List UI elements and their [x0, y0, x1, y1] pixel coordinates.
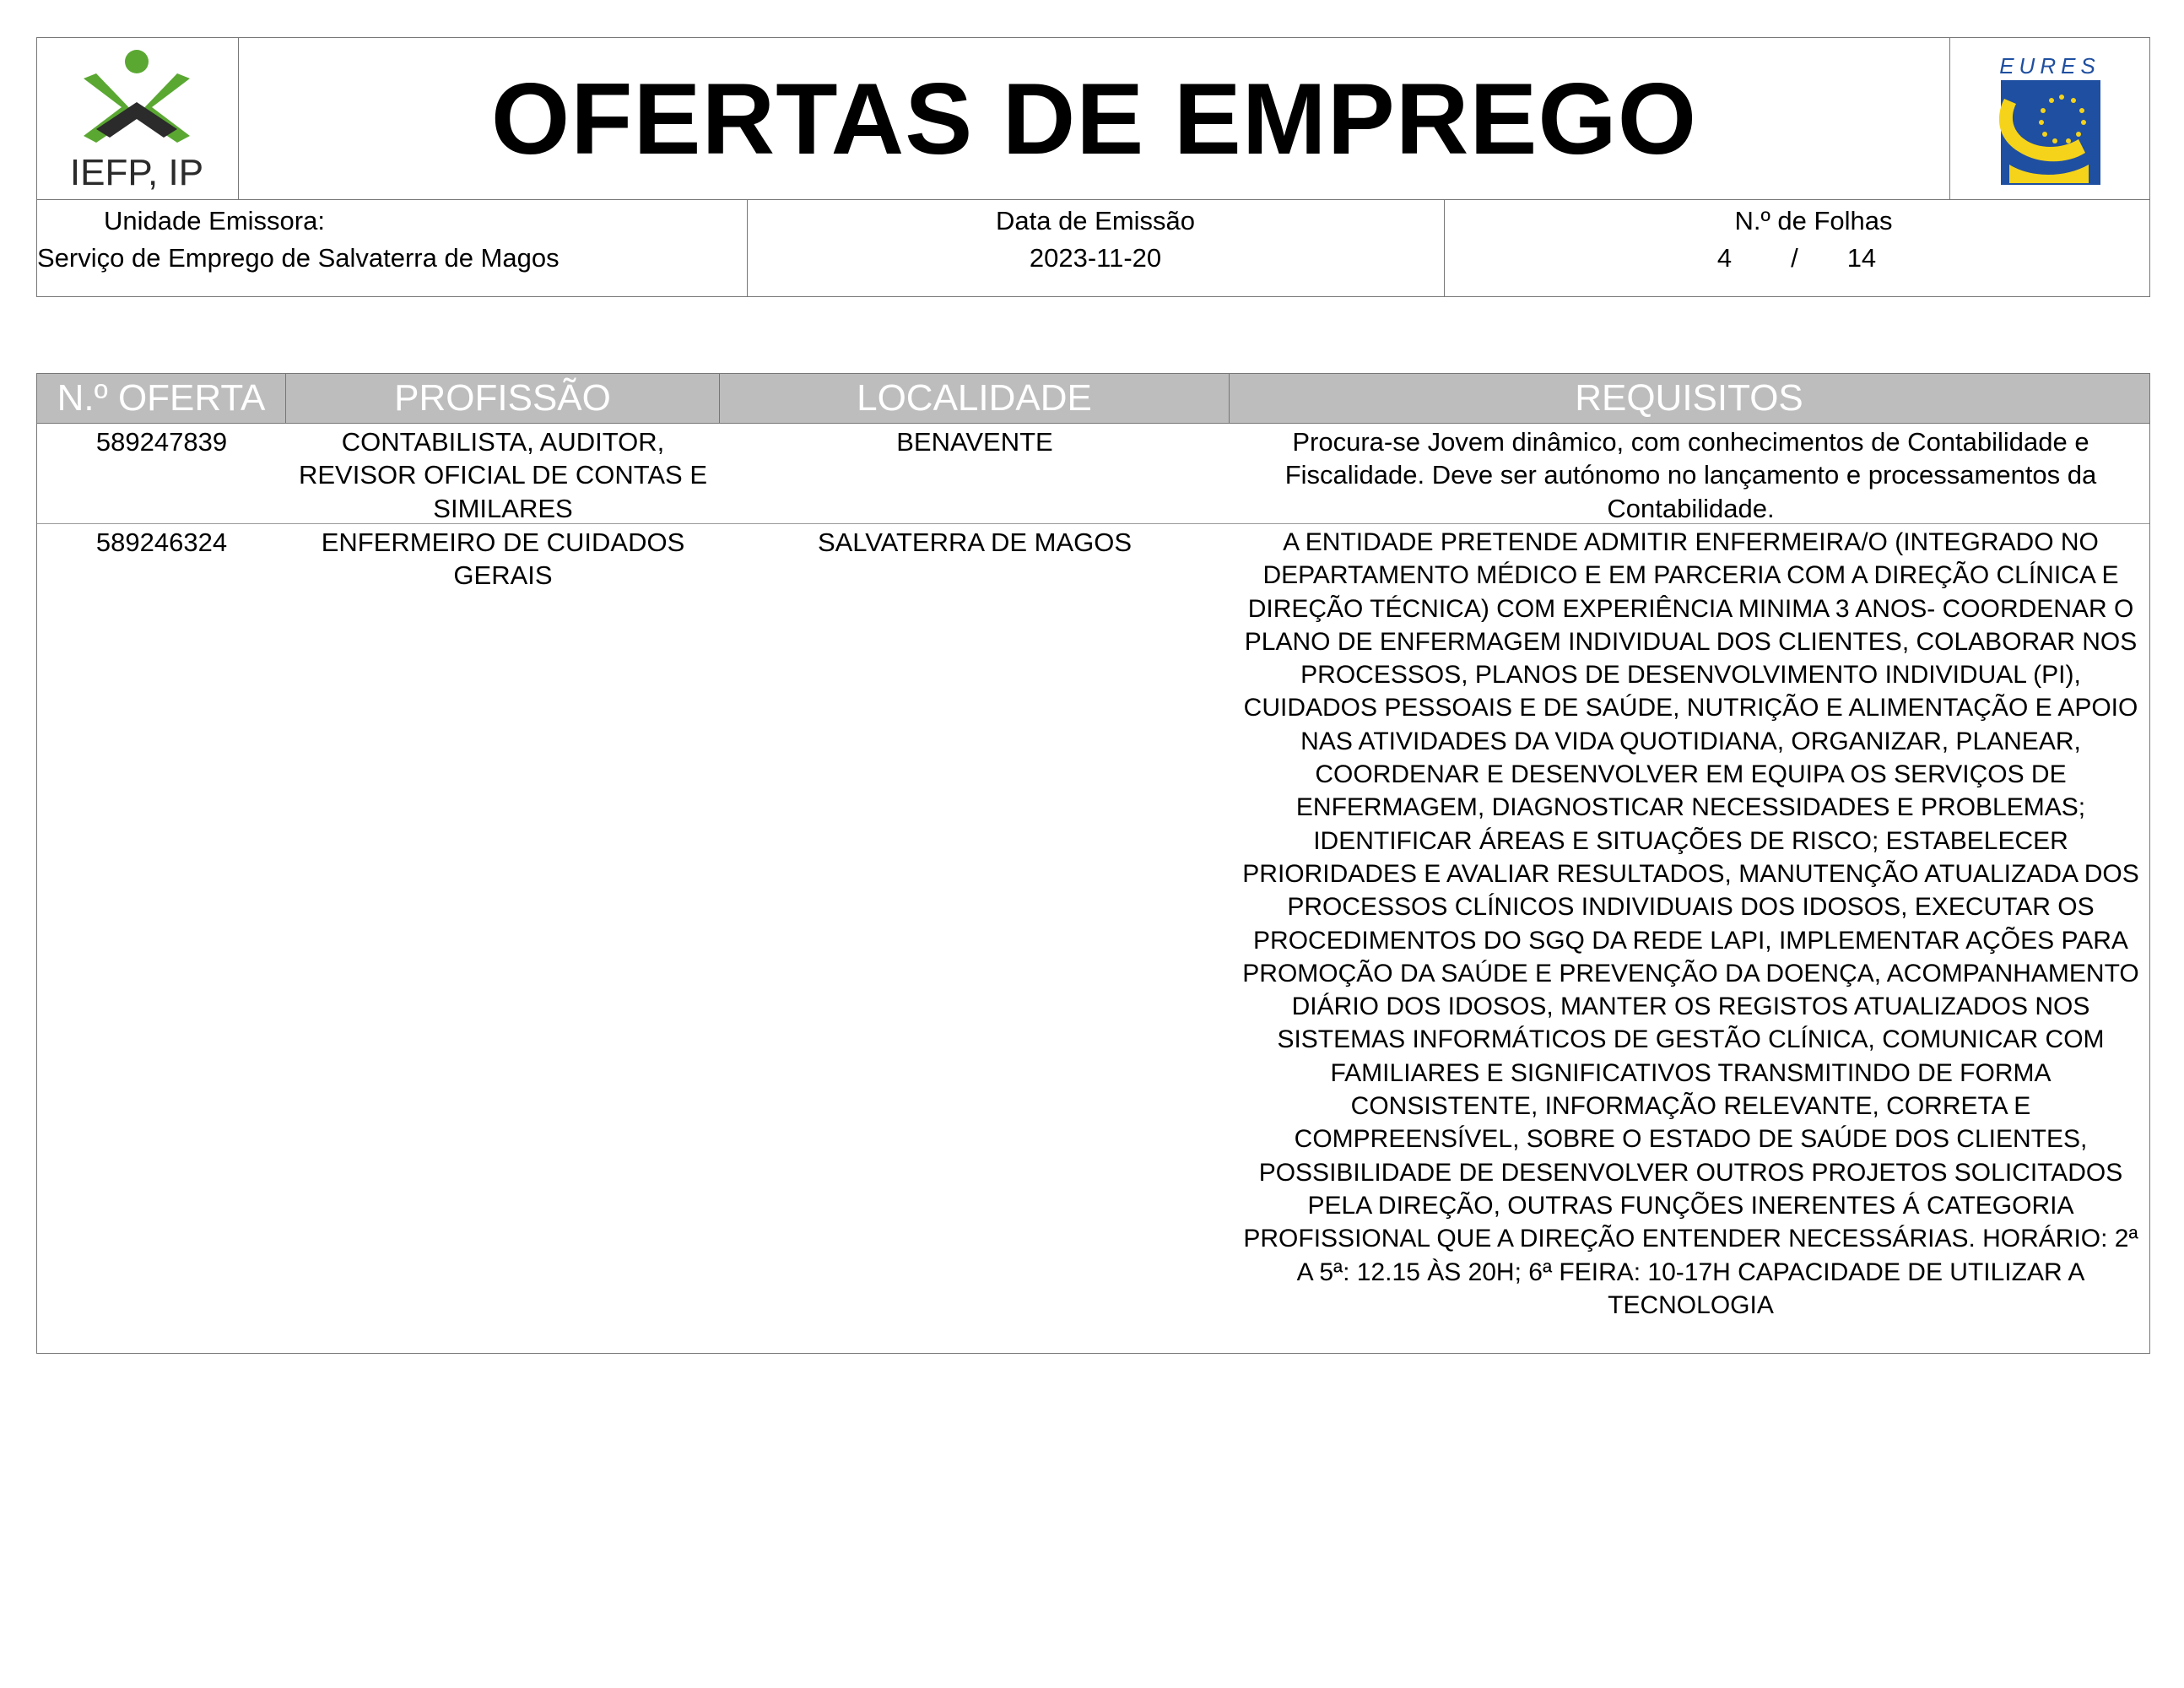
- page-title: OFERTAS DE EMPREGO: [490, 62, 1698, 176]
- oferta-number: 589247839: [95, 427, 228, 457]
- requisitos: Procura-se Jovem dinâmico, com conhecimentos de Contabilidade e Fiscalidade. Deve ser autónomo no lançamento e processamentos da Contabilidade.: [1284, 427, 2097, 523]
- total-folhas: 14: [1846, 243, 1877, 273]
- profissao: ENFERMEIRO DE CUIDADOS GERAIS: [321, 528, 685, 591]
- header-info-row: [37, 199, 2149, 296]
- folhas-separador: /: [1791, 243, 1798, 273]
- iefp-logo-text: IEFP, IP: [69, 152, 204, 193]
- folha-atual: 4: [1716, 243, 1733, 273]
- eures-logo-icon: [1950, 38, 2149, 199]
- table-row: [37, 524, 2149, 1353]
- localidade: BENAVENTE: [896, 427, 1053, 457]
- profissao: CONTABILISTA, AUDITOR, REVISOR OFICIAL DE CONTAS E SIMILARES: [298, 427, 708, 523]
- oferta-number: 589246324: [95, 528, 228, 557]
- column-header-requisitos: REQUISITOS: [1575, 377, 1803, 419]
- unidade-emissora-value: Serviço de Emprego de Salvaterra de Magos: [37, 243, 560, 273]
- table-header: [37, 374, 2149, 424]
- data-emissao-label: Data de Emissão: [995, 206, 1196, 235]
- numero-folhas-cell: [1444, 199, 2149, 296]
- table-row: [37, 424, 2149, 524]
- column-header-profissao: PROFISSÃO: [286, 374, 720, 423]
- document-header: [36, 37, 2150, 297]
- iefp-logo-icon: [37, 38, 238, 199]
- numero-folhas-label: N.º de Folhas: [1734, 206, 1893, 235]
- eures-logo-text: EURES: [1999, 53, 2100, 78]
- eures-logo: [1949, 38, 2149, 199]
- iefp-logo: [37, 38, 239, 199]
- unidade-emissora-cell: [37, 199, 748, 296]
- localidade: SALVATERRA DE MAGOS: [817, 528, 1133, 557]
- offers-table: [36, 373, 2150, 1354]
- header-top-row: [37, 38, 2149, 200]
- data-emissao-cell: [747, 199, 1445, 296]
- data-emissao-value: 2023-11-20: [1029, 243, 1162, 273]
- column-header-localidade: LOCALIDADE: [720, 374, 1230, 423]
- unidade-emissora-label: Unidade Emissora:: [104, 206, 325, 235]
- numero-folhas-value: [1444, 240, 2149, 277]
- requisitos: A ENTIDADE PRETENDE ADMITIR ENFERMEIRA/O (INTEGRADO NO DEPARTAMENTO MÉDICO E EM PARCERIA COM A DIREÇÃO CLÍNICA E DIREÇÃO TÉCNICA) COM EXPERIÊNCIA MINIMA 3 ANOS- COORDENAR O PLANO DE ENFERMAGEM INDIVIDUAL DOS CLIENTES, COLABORAR NOS PROCESSOS, PLANOS DE DESENVOLVIMENTO INDIVIDUAL (PI), CUIDADOS PESSOAIS E DE SAÚDE, NUTRIÇÃO E ALIMENTAÇÃO E APOIO NAS ATIVIDADES DA VIDA QUOTIDIANA, ORGANIZAR, PLANEAR, COORDENAR E DESENVOLVER EM EQUIPA OS SERVIÇOS DE ENFERMAGEM, DIAGNOSTICAR NECESSIDADES E PROBLEMAS; IDENTIFICAR ÁREAS E SITUAÇÕES DE RISCO; ESTABELECER PRIORIDADES E AVALIAR RESULTADOS, MANUTENÇÃO ATUALIZADA DOS PROCESSOS CLÍNICOS INDIVIDUAIS DOS IDOSOS, EXECUTAR OS PROCEDIMENTOS DO SGQ DA REDE LAPI, IMPLEMENTAR AÇÕES PARA PROMOÇÃO DA SAÚDE E PREVENÇÃO DA DOENÇA, ACOMPANHAMENTO DIÁRIO DOS IDOSOS, MANTER OS REGISTOS ATUALIZADOS NOS SISTEMAS INFORMÁTICOS DE GESTÃO CLÍNICA, COMUNICAR COM FAMILIARES E SIGNIFICATIVOS TRANSMITINDO DE FORMA CONSISTENTE, INFORMAÇÃO RELEVANTE, CORRETA E COMPREENSÍVEL, SOBRE O ESTADO DE SAÚDE DOS CLIENTES, POSSIBILIDADE DE DESENVOLVER OUTROS PROJETOS SOLICITADOS PELA DIREÇÃO, OUTRAS FUNÇÕES INERENTES Á CATEGORIA PROFISSIONAL QUE A DIREÇÃO ENTENDER NECESSÁRIAS. HORÁRIO: 2ª A 5ª: 12.15 ÀS 20H; 6ª FEIRA: 10-17H CAPACIDADE DE UTILIZAR A TECNOLOGIA: [1242, 528, 2139, 1319]
- column-header-oferta: N.º OFERTA: [37, 374, 286, 423]
